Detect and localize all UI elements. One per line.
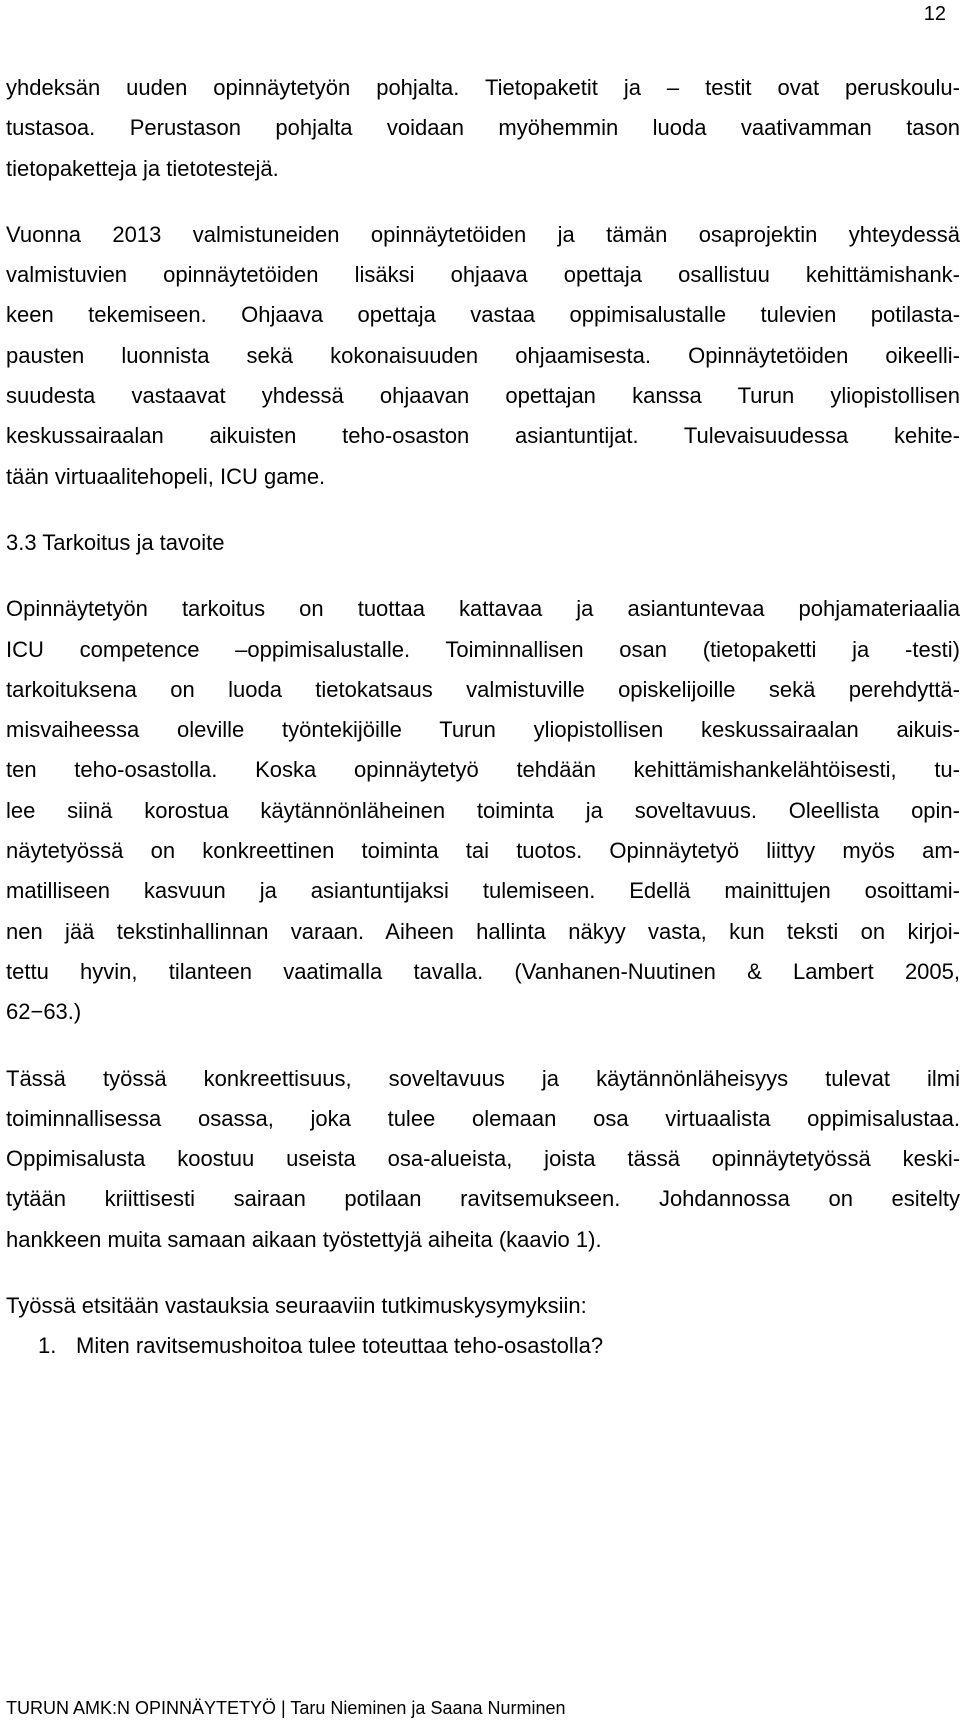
research-questions-list <box>6 1326 960 1366</box>
list-item-number: 1. <box>38 1333 57 1359</box>
text-line: pausten luonnista sekä kokonaisuuden ohjaamisesta. Opinnäytetöiden oikeelli- <box>6 342 960 368</box>
text-line: Oppimisalusta koostuu useista osa-alueista, joista tässä opinnäytetyössä keski- <box>6 1146 960 1172</box>
text-line: hankkeen muita samaan aikaan työstettyjä aiheita (kaavio 1). <box>6 1226 602 1252</box>
text-line: valmistuvien opinnäytetöiden lisäksi ohjaava opettaja osallistuu kehittämishank- <box>6 262 960 288</box>
text-line: tytään kriittisesti sairaan potilaan ravitsemukseen. Johdannossa on esitelty <box>6 1186 960 1212</box>
text-line: 62−63.) <box>6 999 82 1025</box>
section-heading: 3.3 Tarkoitus ja tavoite <box>6 529 225 555</box>
text-line: keskussairaalan aikuisten teho-osaston asiantuntijat. Tulevaisuudessa kehite- <box>6 423 960 449</box>
page-footer: TURUN AMK:N OPINNÄYTETYÖ | Taru Nieminen ja Saana Nurminen <box>6 1698 566 1718</box>
list-item-text: Miten ravitsemushoitoa tulee toteuttaa teho-osastolla? <box>76 1333 604 1359</box>
paragraph-2 <box>6 215 960 497</box>
paragraph-5 <box>6 1286 960 1326</box>
text-line: matilliseen kasvuun ja asiantuntijaksi tulemiseen. Edellä mainittujen osoittami- <box>6 878 960 904</box>
text-line: ICU competence –oppimisalustalle. Toiminnallisen osan (tietopaketti ja -testi) <box>6 636 960 662</box>
text-line: toiminnallisessa osassa, joka tulee olemaan osa virtuaalista oppimisalustaa. <box>6 1105 960 1131</box>
text-line: näytetyössä on konkreettinen toiminta tai tuotos. Opinnäytetyö liittyy myös am- <box>6 838 960 864</box>
text-line: tarkoituksena on luoda tietokatsaus valmistuville opiskelijoille sekä perehdyttä- <box>6 676 960 702</box>
text-line: keen tekemiseen. Ohjaava opettaja vastaa oppimisalustalle tulevien potilasta- <box>6 302 960 328</box>
text-line: Tässä työssä konkreettisuus, soveltavuus ja käytännönläheisyys tulevat ilmi <box>6 1065 960 1091</box>
paragraph-1 <box>6 68 960 189</box>
text-line: nen jää tekstinhallinnan varaan. Aiheen hallinta näkyy vasta, kun teksti on kirjoi- <box>6 918 960 944</box>
text-line: tustasoa. Perustason pohjalta voidaan myöhemmin luoda vaativamman tason <box>6 115 960 141</box>
document-body <box>6 68 960 1367</box>
text-line: misvaiheessa oleville työntekijöille Turun yliopistollisen keskussairaalan aikuis- <box>6 717 960 743</box>
paragraph-3 <box>6 589 960 1032</box>
page-number: 12 <box>923 3 946 25</box>
text-line: tettu hyvin, tilanteen vaatimalla tavalla. (Vanhanen-Nuutinen & Lambert 2005, <box>6 958 960 984</box>
paragraph-4 <box>6 1059 960 1260</box>
text-line: tään virtuaalitehopeli, ICU game. <box>6 463 326 489</box>
text-line: Työssä etsitään vastauksia seuraaviin tutkimuskysymyksiin: <box>6 1293 587 1319</box>
text-line: Opinnäytetyön tarkoitus on tuottaa kattavaa ja asiantuntevaa pohjamateriaalia <box>6 596 960 622</box>
text-line: Vuonna 2013 valmistuneiden opinnäytetöiden ja tämän osaprojektin yhteydessä <box>6 221 960 247</box>
text-line: suudesta vastaavat yhdessä ohjaavan opettajan kanssa Turun yliopistollisen <box>6 383 960 409</box>
text-line: lee siinä korostua käytännönläheinen toiminta ja soveltavuus. Oleellista opin- <box>6 797 960 823</box>
list-item <box>6 1326 960 1366</box>
text-line: tietopaketteja ja tietotestejä. <box>6 155 279 181</box>
text-line: ten teho-osastolla. Koska opinnäytetyö tehdään kehittämishankelähtöisesti, tu- <box>6 757 960 783</box>
text-line: yhdeksän uuden opinnäytetyön pohjalta. Tietopaketit ja – testit ovat peruskoulu- <box>6 75 960 100</box>
